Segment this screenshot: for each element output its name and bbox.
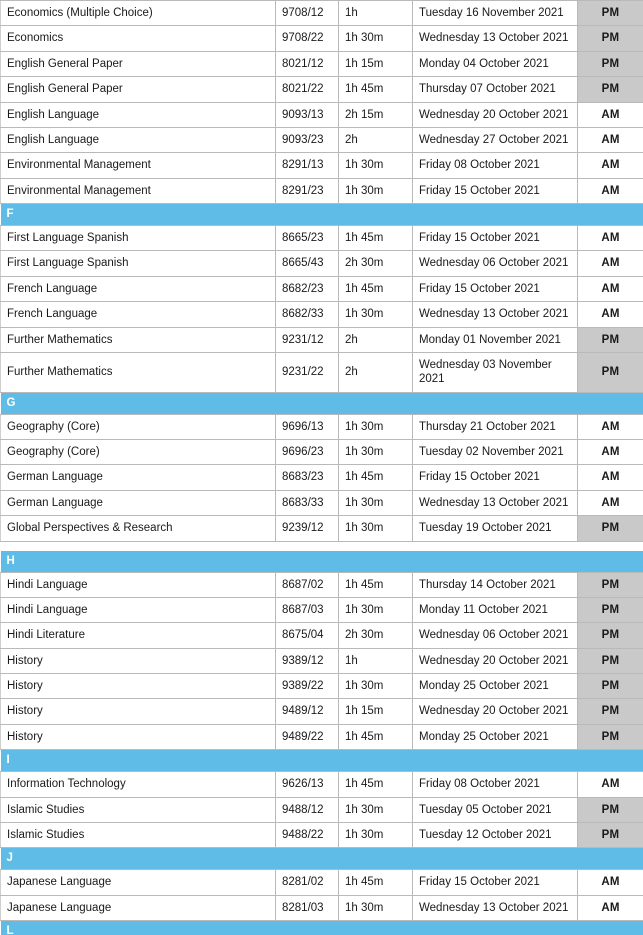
table-row — [1, 772, 643, 797]
exam-duration-cell: 1h 30m — [339, 674, 413, 699]
exam-code-cell: 9489/22 — [276, 724, 339, 749]
exam-session-cell: PM — [578, 327, 643, 352]
table-row — [1, 797, 643, 822]
exam-duration-cell: 1h 45m — [339, 772, 413, 797]
exam-duration-cell: 1h 30m — [339, 414, 413, 439]
exam-subject-cell: French Language — [1, 276, 276, 301]
exam-duration-cell: 1h 45m — [339, 870, 413, 895]
section-letter-row — [1, 921, 643, 935]
section-letter-row — [1, 204, 643, 226]
exam-session-cell: PM — [578, 597, 643, 622]
exam-session-cell: PM — [578, 724, 643, 749]
exam-date-cell: Wednesday 27 October 2021 — [413, 127, 578, 152]
exam-date-cell: Friday 15 October 2021 — [413, 178, 578, 203]
table-row — [1, 465, 643, 490]
section-gap-spacer — [1, 542, 643, 551]
exam-date-cell: Tuesday 12 October 2021 — [413, 822, 578, 847]
exam-subject-cell: French Language — [1, 302, 276, 327]
section-letter-row — [1, 392, 643, 414]
exam-date-cell: Wednesday 20 October 2021 — [413, 648, 578, 673]
exam-duration-cell: 1h 30m — [339, 440, 413, 465]
exam-session-cell: AM — [578, 178, 643, 203]
exam-subject-cell: Information Technology — [1, 772, 276, 797]
section-letter-cell — [1, 848, 643, 870]
exam-subject-cell: History — [1, 724, 276, 749]
exam-session-cell: PM — [578, 516, 643, 541]
exam-session-cell: AM — [578, 276, 643, 301]
exam-date-cell: Wednesday 13 October 2021 — [413, 302, 578, 327]
exam-duration-cell: 1h 30m — [339, 490, 413, 515]
exam-code-cell: 8683/33 — [276, 490, 339, 515]
table-row — [1, 490, 643, 515]
exam-duration-cell: 1h 15m — [339, 699, 413, 724]
exam-subject-cell: English Language — [1, 102, 276, 127]
exam-subject-cell: Further Mathematics — [1, 327, 276, 352]
exam-session-cell: AM — [578, 895, 643, 920]
exam-subject-cell: History — [1, 674, 276, 699]
exam-code-cell: 9231/22 — [276, 352, 339, 392]
exam-subject-cell: Hindi Language — [1, 572, 276, 597]
exam-duration-cell: 1h 30m — [339, 153, 413, 178]
table-row — [1, 102, 643, 127]
exam-code-cell: 9093/23 — [276, 127, 339, 152]
table-row — [1, 178, 643, 203]
exam-code-cell: 9696/13 — [276, 414, 339, 439]
exam-duration-cell: 1h 30m — [339, 822, 413, 847]
exam-code-cell: 9389/22 — [276, 674, 339, 699]
exam-subject-cell: Global Perspectives & Research — [1, 516, 276, 541]
table-row — [1, 724, 643, 749]
exam-code-cell: 8682/23 — [276, 276, 339, 301]
exam-code-cell: 9489/12 — [276, 699, 339, 724]
exam-duration-cell: 1h 30m — [339, 597, 413, 622]
section-letter-row — [1, 750, 643, 772]
table-row — [1, 699, 643, 724]
exam-subject-cell: Islamic Studies — [1, 822, 276, 847]
table-row — [1, 226, 643, 251]
table-row — [1, 1, 643, 26]
exam-subject-cell: Hindi Language — [1, 597, 276, 622]
timetable-body — [1, 1, 643, 935]
exam-duration-cell: 1h 30m — [339, 516, 413, 541]
exam-code-cell: 8281/03 — [276, 895, 339, 920]
exam-duration-cell: 2h 30m — [339, 623, 413, 648]
exam-code-cell: 9239/12 — [276, 516, 339, 541]
exam-session-cell: AM — [578, 465, 643, 490]
exam-date-cell: Friday 08 October 2021 — [413, 153, 578, 178]
exam-code-cell: 8021/12 — [276, 51, 339, 76]
exam-session-cell: AM — [578, 870, 643, 895]
exam-code-cell: 9231/12 — [276, 327, 339, 352]
exam-session-cell: AM — [578, 440, 643, 465]
exam-subject-cell: Geography (Core) — [1, 414, 276, 439]
table-row — [1, 26, 643, 51]
exam-code-cell: 8291/23 — [276, 178, 339, 203]
exam-duration-cell: 1h 30m — [339, 302, 413, 327]
exam-subject-cell: German Language — [1, 465, 276, 490]
exam-date-cell: Friday 15 October 2021 — [413, 276, 578, 301]
section-letter-header: F — [1, 204, 643, 225]
exam-code-cell: 8281/02 — [276, 870, 339, 895]
table-row — [1, 77, 643, 102]
exam-session-cell: AM — [578, 414, 643, 439]
section-letter-cell — [1, 921, 643, 935]
exam-session-cell: PM — [578, 822, 643, 847]
exam-date-cell: Wednesday 13 October 2021 — [413, 490, 578, 515]
exam-session-cell: PM — [578, 648, 643, 673]
exam-date-cell: Monday 04 October 2021 — [413, 51, 578, 76]
exam-duration-cell: 1h 30m — [339, 797, 413, 822]
exam-subject-cell: Geography (Core) — [1, 440, 276, 465]
exam-code-cell: 9708/22 — [276, 26, 339, 51]
table-row — [1, 251, 643, 276]
exam-code-cell: 9488/12 — [276, 797, 339, 822]
exam-code-cell: 8687/03 — [276, 597, 339, 622]
exam-session-cell: AM — [578, 102, 643, 127]
exam-duration-cell: 1h 30m — [339, 895, 413, 920]
exam-duration-cell: 2h — [339, 352, 413, 392]
exam-duration-cell: 1h 45m — [339, 226, 413, 251]
exam-session-cell: PM — [578, 26, 643, 51]
exam-duration-cell: 2h 30m — [339, 251, 413, 276]
exam-session-cell: PM — [578, 1, 643, 26]
exam-date-cell: Monday 25 October 2021 — [413, 674, 578, 699]
exam-subject-cell: Japanese Language — [1, 870, 276, 895]
exam-duration-cell: 1h 45m — [339, 77, 413, 102]
exam-date-cell: Wednesday 03 November 2021 — [413, 352, 578, 392]
exam-duration-cell: 1h 15m — [339, 51, 413, 76]
section-letter-cell — [1, 392, 643, 414]
exam-date-cell: Tuesday 16 November 2021 — [413, 1, 578, 26]
exam-duration-cell: 1h — [339, 648, 413, 673]
table-row — [1, 276, 643, 301]
exam-date-cell: Wednesday 06 October 2021 — [413, 251, 578, 276]
table-row — [1, 327, 643, 352]
exam-code-cell: 8683/23 — [276, 465, 339, 490]
exam-subject-cell: Environmental Management — [1, 153, 276, 178]
exam-code-cell: 8291/13 — [276, 153, 339, 178]
exam-session-cell: AM — [578, 490, 643, 515]
section-letter-cell — [1, 541, 643, 572]
exam-duration-cell: 1h 45m — [339, 276, 413, 301]
exam-session-cell: PM — [578, 674, 643, 699]
exam-subject-cell: Hindi Literature — [1, 623, 276, 648]
table-row — [1, 623, 643, 648]
section-letter-row — [1, 848, 643, 870]
exam-subject-cell: Economics (Multiple Choice) — [1, 1, 276, 26]
section-letter-cell — [1, 750, 643, 772]
exam-subject-cell: English General Paper — [1, 77, 276, 102]
exam-code-cell: 8665/23 — [276, 226, 339, 251]
exam-subject-cell: First Language Spanish — [1, 226, 276, 251]
exam-date-cell: Tuesday 19 October 2021 — [413, 516, 578, 541]
exam-date-cell: Monday 25 October 2021 — [413, 724, 578, 749]
exam-duration-cell: 1h 45m — [339, 724, 413, 749]
exam-session-cell: AM — [578, 153, 643, 178]
exam-date-cell: Wednesday 13 October 2021 — [413, 26, 578, 51]
exam-date-cell: Monday 11 October 2021 — [413, 597, 578, 622]
exam-code-cell: 9389/12 — [276, 648, 339, 673]
exam-duration-cell: 2h — [339, 327, 413, 352]
table-row — [1, 674, 643, 699]
exam-session-cell: PM — [578, 77, 643, 102]
table-row — [1, 572, 643, 597]
exam-date-cell: Friday 08 October 2021 — [413, 772, 578, 797]
table-row — [1, 516, 643, 541]
table-row — [1, 352, 643, 392]
exam-code-cell: 8665/43 — [276, 251, 339, 276]
exam-subject-cell: English General Paper — [1, 51, 276, 76]
exam-date-cell: Thursday 07 October 2021 — [413, 77, 578, 102]
exam-code-cell: 9626/13 — [276, 772, 339, 797]
exam-session-cell: PM — [578, 572, 643, 597]
section-letter-header: L — [1, 921, 643, 935]
exam-session-cell: PM — [578, 51, 643, 76]
exam-subject-cell: Economics — [1, 26, 276, 51]
section-letter-header: I — [1, 750, 643, 771]
exam-session-cell: AM — [578, 251, 643, 276]
exam-code-cell: 9488/22 — [276, 822, 339, 847]
section-letter-cell — [1, 204, 643, 226]
table-row — [1, 822, 643, 847]
exam-code-cell: 9093/13 — [276, 102, 339, 127]
exam-duration-cell: 1h 45m — [339, 572, 413, 597]
exam-session-cell: AM — [578, 772, 643, 797]
section-letter-header: H — [1, 551, 643, 572]
exam-code-cell: 9696/23 — [276, 440, 339, 465]
exam-date-cell: Tuesday 05 October 2021 — [413, 797, 578, 822]
exam-date-cell: Tuesday 02 November 2021 — [413, 440, 578, 465]
exam-subject-cell: English Language — [1, 127, 276, 152]
exam-subject-cell: History — [1, 699, 276, 724]
section-letter-row — [1, 541, 643, 572]
exam-date-cell: Friday 15 October 2021 — [413, 226, 578, 251]
exam-code-cell: 8687/02 — [276, 572, 339, 597]
exam-date-cell: Monday 01 November 2021 — [413, 327, 578, 352]
exam-duration-cell: 1h 45m — [339, 465, 413, 490]
exam-date-cell: Friday 15 October 2021 — [413, 870, 578, 895]
exam-duration-cell: 2h — [339, 127, 413, 152]
exam-date-cell: Wednesday 20 October 2021 — [413, 699, 578, 724]
exam-session-cell: PM — [578, 352, 643, 392]
exam-date-cell: Thursday 21 October 2021 — [413, 414, 578, 439]
table-row — [1, 414, 643, 439]
table-row — [1, 597, 643, 622]
exam-session-cell: PM — [578, 623, 643, 648]
exam-subject-cell: History — [1, 648, 276, 673]
exam-date-cell: Thursday 14 October 2021 — [413, 572, 578, 597]
exam-subject-cell: German Language — [1, 490, 276, 515]
exam-session-cell: AM — [578, 127, 643, 152]
exam-subject-cell: Japanese Language — [1, 895, 276, 920]
exam-code-cell: 8675/04 — [276, 623, 339, 648]
exam-session-cell: PM — [578, 797, 643, 822]
table-row — [1, 51, 643, 76]
table-row — [1, 895, 643, 920]
exam-subject-cell: Further Mathematics — [1, 352, 276, 392]
exam-code-cell: 8021/22 — [276, 77, 339, 102]
exam-duration-cell: 1h — [339, 1, 413, 26]
table-row — [1, 870, 643, 895]
table-row — [1, 440, 643, 465]
exam-subject-cell: Islamic Studies — [1, 797, 276, 822]
exam-code-cell: 9708/12 — [276, 1, 339, 26]
exam-duration-cell: 1h 30m — [339, 26, 413, 51]
table-row — [1, 648, 643, 673]
exam-subject-cell: Environmental Management — [1, 178, 276, 203]
exam-session-cell: AM — [578, 226, 643, 251]
table-row — [1, 127, 643, 152]
section-letter-header: G — [1, 393, 643, 414]
exam-session-cell: PM — [578, 699, 643, 724]
exam-subject-cell: First Language Spanish — [1, 251, 276, 276]
exam-code-cell: 8682/33 — [276, 302, 339, 327]
exam-date-cell: Friday 15 October 2021 — [413, 465, 578, 490]
table-row — [1, 302, 643, 327]
exam-session-cell: AM — [578, 302, 643, 327]
exam-date-cell: Wednesday 20 October 2021 — [413, 102, 578, 127]
exam-date-cell: Wednesday 06 October 2021 — [413, 623, 578, 648]
exam-date-cell: Wednesday 13 October 2021 — [413, 895, 578, 920]
exam-duration-cell: 1h 30m — [339, 178, 413, 203]
exam-duration-cell: 2h 15m — [339, 102, 413, 127]
table-row — [1, 153, 643, 178]
section-letter-header: J — [1, 848, 643, 869]
